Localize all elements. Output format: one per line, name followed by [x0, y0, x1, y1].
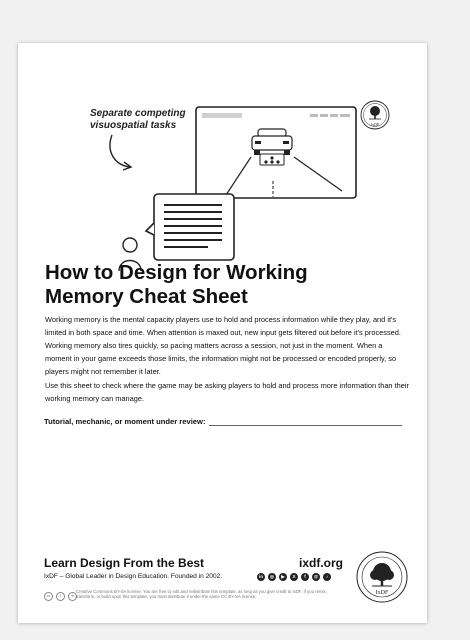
page-title: How to Design for Working Memory Cheat Sheet	[45, 261, 308, 308]
ixdf-logo-text: IxDF	[370, 122, 380, 127]
instruction-paragraph: Use this sheet to check where the game may be asking players to hold and process more information than their working memory can manage.	[45, 381, 409, 403]
footer-domain[interactable]: ixdf.org	[299, 556, 343, 570]
license-icons	[44, 592, 77, 601]
text-panel-icon	[146, 194, 234, 260]
review-field-label: Tutorial, mechanic, or moment under review:	[44, 417, 206, 426]
instagram-icon[interactable]: ◎	[269, 574, 274, 579]
facebook-icon[interactable]: f	[301, 573, 309, 581]
review-field-line[interactable]	[209, 416, 402, 426]
linkedin-icon[interactable]: in	[258, 574, 264, 579]
creative-commons-icon: cc	[44, 592, 53, 601]
footer-logo-text: IxDF	[375, 590, 389, 596]
review-field	[44, 416, 402, 426]
youtube-icon[interactable]: ▶	[279, 573, 287, 581]
cheat-sheet-page	[18, 43, 427, 623]
game-screen-icon	[196, 107, 356, 198]
tiktok-icon[interactable]: ♪	[323, 573, 331, 581]
ixdf-footer-logo	[355, 550, 409, 604]
license-text: Creative Commons BY-SA license: You are free to edit and redistribute this template, as long as you give credit to IxDF. If you remix, transform, or build upon this template, you must distribute it under the same CC BY-SA license.	[76, 589, 327, 600]
illustration-caption-line1: Separate competing	[90, 108, 186, 119]
x-icon[interactable]: X	[290, 573, 298, 581]
working-memory-illustration	[88, 99, 398, 279]
footer-tagline: Learn Design From the Best	[44, 556, 205, 570]
threads-icon[interactable]: @	[313, 574, 319, 579]
attribution-icon: i	[56, 592, 65, 601]
intro-paragraph: Working memory is the mental capacity players use to hold and process information while they play, and it's limited in both space and time. When attention is maxed out, new input gets filtered out before it's processed. Working memory also tires quickly, so pacing matters across a session, not just in the moment. When a moment in your game exceeds those limits, the information might not be processed or encoded properly, so players might not remember it later.	[45, 315, 401, 376]
footer-subtag: IxDF – Global Leader in Design Education. Founded in 2002.	[44, 573, 223, 580]
share-alike-icon: ⟲	[68, 592, 77, 601]
social-links	[257, 573, 331, 581]
illustration-caption-line2: visuospatial tasks	[90, 120, 177, 131]
